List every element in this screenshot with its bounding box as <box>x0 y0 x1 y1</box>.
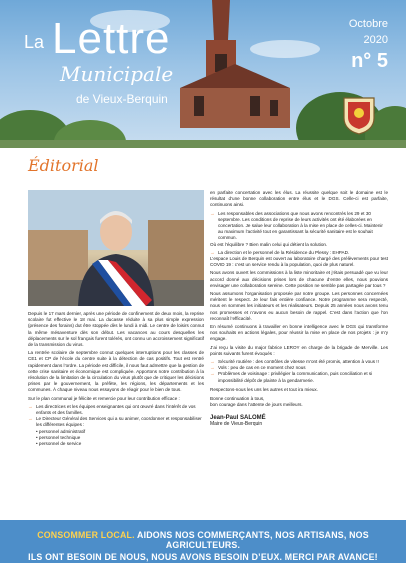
arrow-icon: → <box>210 249 215 255</box>
list-item <box>28 404 204 416</box>
list-item-text: Vols : peu de cas en ce moment chez nous <box>218 365 306 371</box>
arrow-icon: → <box>28 403 33 409</box>
arrow-icon: → <box>210 371 215 377</box>
list-item-text: La direction et le personnel de la Résidence du Plessy : EHPAD. <box>218 249 350 255</box>
footer-line-2: ILS ONT BESOIN DE NOUS, NOUS AVONS BESOIN D’EUX. MERCI PAR AVANCE! <box>28 552 378 562</box>
editorial-paragraph: L’espace Louis de Berquin est ouvert au laboratoire chargé des prélèvements pour test COVID 19 : c’est un service rendu à la population, quoi de plus naturel. <box>210 256 388 268</box>
arrow-icon: → <box>210 359 215 365</box>
list-item-text: Les responsables des associations que nous avons rencontrés les 29 et 30 septembre. Les conditions de reprise de leurs activités ont été élaborées en concertation. Je salue leur collaboration à la mise en place de celles-ci. Maintenir au maximum l’activité tout en garantissant la sécurité sanitaire est le souhait commun. <box>218 210 383 241</box>
coat-of-arms-icon <box>342 96 376 136</box>
header-banner <box>0 0 406 148</box>
editorial-paragraph: Où est l’équilibre ? Bien malin celui qui détient la solution. <box>210 241 328 247</box>
mayor-photo-illustration <box>28 190 204 306</box>
sub-list-item: • personnel administratif <box>36 428 86 434</box>
sub-list-item: • personnel technique <box>36 434 81 440</box>
list-item <box>28 416 204 428</box>
editorial-paragraph: Respectons-nous les uns les autres et tout ira mieux. <box>210 386 319 392</box>
editorial-paragraph: Nous assumons l’organisation proposée par notre groupe. Les personnes concernées méritent le respect. Je leur fais entière confiance. Notre programme sera respecté, nous en sommes les initiateurs et les réalisateurs. Depuis 25 années nous avons tenu nos promesses et n’avons eu aucun besoin de rappel. C’est dans l’action que l’on reconnaît l’efficacité. <box>210 291 388 321</box>
footer-banner <box>0 520 406 563</box>
editorial-left-column <box>28 311 204 447</box>
signature-role: Maire de Vieux-Berquin <box>210 420 263 427</box>
mayor-photo <box>28 190 204 306</box>
title-municipale: Municipale <box>60 62 174 86</box>
issue-number: n° 5 <box>351 50 388 72</box>
footer-highlight: CONSOMMER LOCAL. <box>37 530 135 540</box>
arrow-icon: → <box>210 210 215 216</box>
editorial-paragraph: La rentrée scolaire de septembre connut quelques interruptions pour les classes de CE1 et CP de l’école du centre suite à la détection de cas positifs. Tout est rentré rapidement dans l’ordre. La période est difficile, il nous faut admettre que la gestion de cette crise sanitaire et économique est compliquée. Apportons notre contribution à la résolution de la limitation de la circulation du virus plutôt que de critiquer les décisions prises par le gouvernement, la préfète, les régions, les départements et les communes. À chaque niveau nous essayons de réagir pour le bien de tous. <box>28 350 204 393</box>
editorial-paragraph: En résumé continuons à travailler en bonne intelligence avec le DGS qui transforme nos souhaits en actions légales, pour réussir la mise en place de nos projets : je m’y engage. <box>210 324 388 342</box>
sub-list-item: • personnel de service <box>36 441 82 447</box>
editorial-paragraph: bon courage dans l’attente de jours meilleurs. <box>210 402 303 408</box>
arrow-icon: → <box>210 365 215 371</box>
title-lettre: Lettre <box>52 14 171 63</box>
editorial-right-column <box>210 190 388 427</box>
newsletter-title <box>14 16 204 116</box>
list-item <box>210 211 388 242</box>
title-town: de Vieux-Berquin <box>76 92 168 106</box>
list-item <box>210 371 388 383</box>
list-item-text: Le Directeur Général des Services qui a su animer, coordonner et responsabiliser les différentes équipes : <box>36 416 202 428</box>
list-item-text: Sécurité routière : des contrôles de vitesse m’ont été promis, attention à vous !! <box>218 359 379 365</box>
editorial-paragraph: Nous avons ouvert les commissions à la liste minoritaire et j’étais persuadé que vu leur accord donné aux décisions prises lors de chacune d’entre elles, nous pouvions envisager une collaboration sereine. Cette position ne semble pas partagée par tous ? <box>210 270 388 288</box>
editorial-paragraph: Depuis le 17 mars dernier, après une période de confinement de deux mois, la reprise scolaire fut effective le 18 mai. La ducasse réduite à sa plus simple expression (présence des forains) dut être stoppée dès le lundi à midi. Le centre de loisirs connut la même mésaventure dès son début. Les vacances au cours desquelles les déplacements sur le sol français furent tolérés, ont connu un accroissement significatif de la transmission du virus. <box>28 311 204 348</box>
editorial-paragraph: Bonne continuation à tous, <box>210 396 265 402</box>
editorial-title: Éditorial <box>28 156 99 175</box>
issue-info <box>328 18 388 98</box>
list-item-text: Les directrices et les équipes enseignantes qui ont œuvré dans l’intérêt de vos enfants et des familles. <box>36 403 196 416</box>
issue-month: Octobre <box>348 18 388 30</box>
footer-line-1-text: AIDONS NOS COMMERÇANTS, NOS ARTISANS, NOS AGRICULTEURS. <box>134 530 369 550</box>
footer-line-1 <box>0 530 406 550</box>
issue-year: 2020 <box>363 34 388 46</box>
title-la: La <box>24 32 45 52</box>
editorial-paragraph: Sur le plan communal je félicite et remercie pour leur contribution efficace : <box>28 395 180 401</box>
editorial-paragraph: en parfaite concertation avec les élus. La réussite quelque soit le domaine est le résultat d’une bonne collaboration entre élus et le DGS. Celle-ci est parfaite, continuons ainsi. <box>210 190 388 208</box>
signature-name: Jean-Paul SALOMÉ <box>210 414 266 421</box>
list-item-text: Problèmes de voisinage : privilégier la communication, puis conciliation et si impossibilité dépôt de plainte à la gendarmerie. <box>218 371 373 383</box>
arrow-icon: → <box>28 416 33 422</box>
editorial-paragraph: J’ai reçu la visite du major fabrice LEROY en charge de la brigade de Merville. Les points suivants furent évoqués : <box>210 344 388 356</box>
